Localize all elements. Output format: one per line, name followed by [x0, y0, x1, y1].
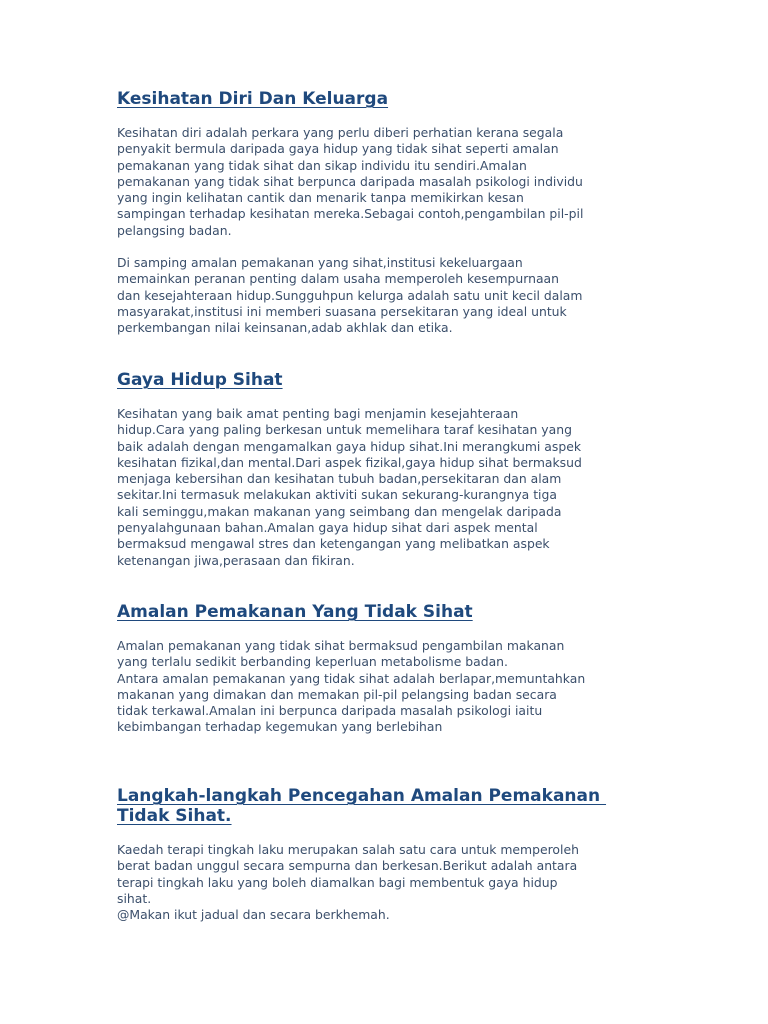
text-line: makanan yang dimakan dan memakan pil-pil pelangsing badan secara — [117, 686, 557, 702]
text-line: berat badan unggul secara sempurna dan berkesan.Berikut adalah antara — [117, 858, 578, 874]
section-heading-gaya-hidup-sihat — [117, 370, 283, 390]
text-line: sekitar.Ini termasuk melakukan aktiviti sukan sekurang-kurangnya tiga — [117, 487, 557, 503]
text-line: tidak terkawal.Amalan ini berpunca daripada masalah psikologi iaitu — [117, 703, 543, 719]
heading-line: Langkah-langkah Pencegahan Amalan Pemakanan — [117, 786, 607, 806]
text-line: Kesihatan diri adalah perkara yang perlu diberi perhatian kerana segala — [117, 125, 564, 140]
text-line: pemakanan yang tidak sihat berpunca daripada masalah psikologi individu — [117, 173, 583, 189]
text-line: yang ingin kelihatan cantik dan menarik tanpa memikirkan kesan — [117, 190, 524, 206]
text-line: pemakanan yang tidak sihat dan sikap individu itu sendiri.Amalan — [117, 157, 527, 173]
heading-line: Kesihatan Diri Dan Keluarga — [117, 89, 389, 109]
text-line: Kesihatan yang baik amat penting bagi menjamin kesejahteraan — [117, 406, 519, 421]
text-line: hidup.Cara yang paling berkesan untuk memelihara taraf kesihatan yang — [117, 422, 572, 438]
paragraph — [117, 125, 677, 239]
section-heading-amalan-pemakanan — [117, 602, 473, 622]
text-line: kebimbangan terhadap kegemukan yang berlebihan — [117, 719, 443, 735]
text-line: sihat. — [117, 890, 152, 906]
text-line: penyakit bermula daripada gaya hidup yang tidak sihat seperti amalan — [117, 141, 559, 157]
text-line: pelangsing badan. — [117, 222, 232, 238]
text-line: penyalahgunaan bahan.Amalan gaya hidup sihat dari aspek mental — [117, 520, 538, 536]
text-line: memainkan peranan penting dalam usaha memperoleh kesempurnaan — [117, 271, 559, 287]
text-line: dan kesejahteraan hidup.Sungguhpun kelurga adalah satu unit kecil dalam — [117, 287, 583, 303]
text-line: kali seminggu,makan makanan yang seimbang dan mengelak daripada — [117, 503, 562, 519]
text-line: yang terlalu sedikit berbanding keperluan metabolisme badan. — [117, 654, 508, 670]
text-line: ketenangan jiwa,perasaan dan fikiran. — [117, 552, 355, 568]
text-line: sampingan terhadap kesihatan mereka.Sebagai contoh,pengambilan pil-pil — [117, 206, 584, 222]
text-line: masyarakat,institusi ini memberi suasana persekitaran yang ideal untuk — [117, 303, 567, 319]
text-line: Di samping amalan pemakanan yang sihat,institusi kekeluargaan — [117, 255, 523, 270]
text-line: baik adalah dengan mengamalkan gaya hidup sihat.Ini merangkumi aspek — [117, 438, 582, 454]
text-line: Antara amalan pemakanan yang tidak sihat adalah berlapar,memuntahkan — [117, 670, 586, 686]
text-line: Kaedah terapi tingkah laku merupakan salah satu cara untuk memperoleh — [117, 842, 579, 857]
heading-line: Gaya Hidup Sihat — [117, 370, 283, 390]
heading-line: Tidak Sihat. — [117, 806, 232, 826]
paragraph — [117, 406, 677, 569]
paragraph — [117, 255, 677, 336]
text-line: kesihatan fizikal,dan mental.Dari aspek fizikal,gaya hidup sihat bermaksud — [117, 454, 582, 470]
paragraph — [117, 638, 677, 736]
text-line: menjaga kebersihan dan kesihatan tubuh badan,persekitaran dan alam — [117, 471, 562, 487]
text-line: @Makan ikut jadual dan secara berkhemah. — [117, 907, 390, 923]
paragraph — [117, 842, 677, 923]
section-heading-langkah-pencegahan — [117, 786, 606, 826]
text-line: Amalan pemakanan yang tidak sihat bermaksud pengambilan makanan — [117, 638, 565, 653]
heading-line: Amalan Pemakanan Yang Tidak Sihat — [117, 602, 473, 622]
text-line: terapi tingkah laku yang boleh diamalkan bagi membentuk gaya hidup — [117, 874, 558, 890]
text-line: perkembangan nilai keinsanan,adab akhlak dan etika. — [117, 320, 453, 336]
text-line: bermaksud mengawal stres dan ketengangan yang melibatkan aspek — [117, 536, 550, 552]
section-heading-kesihatan-diri — [117, 89, 388, 109]
